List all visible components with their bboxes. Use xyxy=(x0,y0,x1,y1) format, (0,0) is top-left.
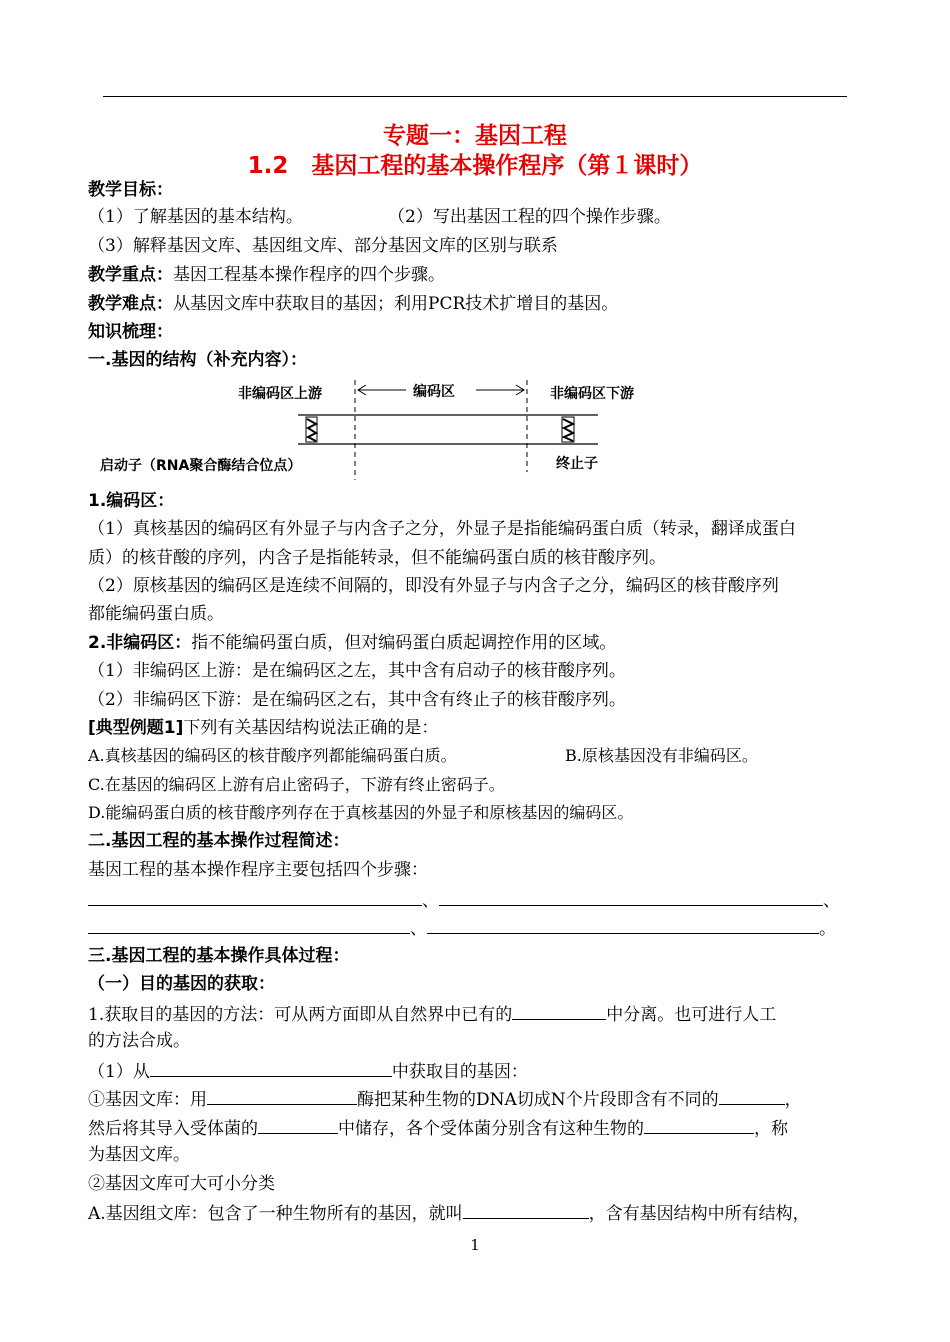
downstream-label: 非编码区下游 xyxy=(550,386,634,402)
lib2-text-c: ，称 xyxy=(754,1119,788,1139)
lib1-text-b: 酶把某种生物的DNA切成N个片段即含有不同的 xyxy=(357,1090,719,1110)
lib2-text-b: 中储存，各个受体菌分别含有这种生物的 xyxy=(338,1119,644,1139)
difficulty-text: 从基因文库中获取目的基因；利用PCR技术扩增目的基因。 xyxy=(173,294,619,314)
knowledge-heading: 知识梳理： xyxy=(88,322,173,342)
example1-option-c: C.在基因的编码区上游有启止密码子，下游有终止密码子。 xyxy=(88,775,505,794)
promoter-block xyxy=(306,417,317,442)
gene-structure-diagram xyxy=(88,372,668,482)
key-point-label: 教学重点： xyxy=(88,265,173,285)
genome-library-line xyxy=(88,1202,810,1224)
section2-heading: 二.基因工程的基本操作过程简述： xyxy=(88,831,350,851)
terminator-label: 终止子 xyxy=(556,456,598,472)
steps-row-2 xyxy=(88,917,836,939)
terminator-block xyxy=(562,417,574,442)
library-source-blank[interactable] xyxy=(150,1060,392,1077)
method-text-b: 中分离。也可进行人工 xyxy=(606,1005,777,1025)
genome-text-b: ，含有基因结构中所有结构， xyxy=(588,1204,810,1224)
key-point xyxy=(88,265,445,285)
noncoding-upstream: （1）非编码区上游：是在编码区之左，其中含有启动子的核苷酸序列。 xyxy=(88,661,626,681)
method-line-2: 的方法合成。 xyxy=(88,1031,190,1051)
example1-text: 下列有关基因结构说法正确的是： xyxy=(183,718,439,738)
library-classification: ②基因文库可大可小分类 xyxy=(88,1174,275,1194)
noncoding-definition xyxy=(88,633,616,653)
target-gene-subheading: （一）目的基因的获取： xyxy=(88,974,275,994)
objective-2: （2）写出基因工程的四个操作步骤。 xyxy=(388,207,671,227)
page-number: 1 xyxy=(470,1236,480,1254)
section3-heading: 三.基因工程的基本操作具体过程： xyxy=(88,946,350,966)
population-blank[interactable] xyxy=(258,1117,338,1134)
gene-library-line-2 xyxy=(88,1117,788,1139)
method-text-a: 1.获取目的基因的方法：可从两方面即从自然界中已有的 xyxy=(88,1005,513,1025)
objectives-heading: 教学目标： xyxy=(88,180,173,200)
step2-blank[interactable] xyxy=(439,889,823,906)
objective-3: （3）解释基因文库、基因组文库、部分基因文库的区别与联系 xyxy=(88,236,558,256)
upstream-label: 非编码区上游 xyxy=(238,386,322,402)
gene-library-line-1 xyxy=(88,1088,802,1110)
lesson-title: 1.2 基因工程的基本操作程序（第１课时） xyxy=(247,153,703,179)
method-line-1 xyxy=(88,1003,776,1025)
header-rule xyxy=(103,96,847,97)
genome-library-blank[interactable] xyxy=(463,1202,589,1219)
topic-title: 专题一：基因工程 xyxy=(383,123,567,149)
step1-blank[interactable] xyxy=(88,889,422,906)
step4-blank[interactable] xyxy=(427,917,819,934)
fragment-blank[interactable] xyxy=(719,1088,785,1105)
lib2-text-a: 然后将其导入受体菌的 xyxy=(88,1119,258,1139)
example1-option-b: B.原核基因没有非编码区。 xyxy=(565,746,758,765)
section1-heading: 一.基因的结构（补充内容）： xyxy=(88,350,307,370)
from-library-line xyxy=(88,1060,528,1082)
coding-heading: 1.编码区： xyxy=(88,491,175,511)
separator: 、 xyxy=(823,891,840,911)
example1-question xyxy=(88,718,438,738)
difficulty xyxy=(88,294,618,314)
step3-blank[interactable] xyxy=(88,917,410,934)
noncoding-text: 指不能编码蛋白质，但对编码蛋白质起调控作用的区域。 xyxy=(191,633,617,653)
coding-p2-line1: （2）原核基因的编码区是连续不间隔的，即没有外显子与内含子之分，编码区的核苷酸序列 xyxy=(88,576,779,596)
noncoding-label: 2.非编码区： xyxy=(88,633,192,653)
coding-region-label: 编码区 xyxy=(413,384,455,400)
lib1-text-c: ， xyxy=(784,1090,802,1110)
difficulty-label: 教学难点： xyxy=(88,294,173,314)
example1-option-d: D.能编码蛋白质的核苷酸序列存在于真核基因的外显子和原核基因的编码区。 xyxy=(88,803,634,822)
promoter-label: 启动子（RNA聚合酶结合位点） xyxy=(100,458,302,474)
from-text-b: 中获取目的基因： xyxy=(391,1062,528,1082)
example1-label: [典型例题1] xyxy=(88,718,184,738)
noncoding-downstream: （2）非编码区下游：是在编码区之右，其中含有终止子的核苷酸序列。 xyxy=(88,690,626,710)
natural-source-blank[interactable] xyxy=(512,1003,606,1020)
steps-row-1 xyxy=(88,889,840,911)
key-point-text: 基因工程基本操作程序的四个步骤。 xyxy=(173,265,445,285)
genes-blank[interactable] xyxy=(644,1117,754,1134)
gene-library-line-3: 为基因文库。 xyxy=(88,1145,190,1165)
enzyme-blank[interactable] xyxy=(207,1088,357,1105)
period: 。 xyxy=(819,919,836,939)
coding-p2-line2: 都能编码蛋白质。 xyxy=(88,604,224,624)
lib1-text-a: ①基因文库：用 xyxy=(88,1090,207,1110)
coding-p1-line2: 质）的核苷酸的序列，内含子是指能转录，但不能编码蛋白质的核苷酸序列。 xyxy=(88,548,666,568)
separator: 、 xyxy=(410,919,427,939)
section2-intro: 基因工程的基本操作程序主要包括四个步骤： xyxy=(88,860,428,880)
coding-p1-line1: （1）真核基因的编码区有外显子与内含子之分，外显子是指能编码蛋白质（转录，翻译成蛋白 xyxy=(88,519,796,539)
separator: 、 xyxy=(422,891,439,911)
genome-text-a: A.基因组文库：包含了一种生物所有的基因，就叫 xyxy=(88,1204,463,1224)
objective-1: （1）了解基因的基本结构。 xyxy=(88,207,303,227)
example1-option-a: A.真核基因的编码区的核苷酸序列都能编码蛋白质。 xyxy=(88,746,457,765)
from-text-a: （1）从 xyxy=(88,1062,150,1082)
